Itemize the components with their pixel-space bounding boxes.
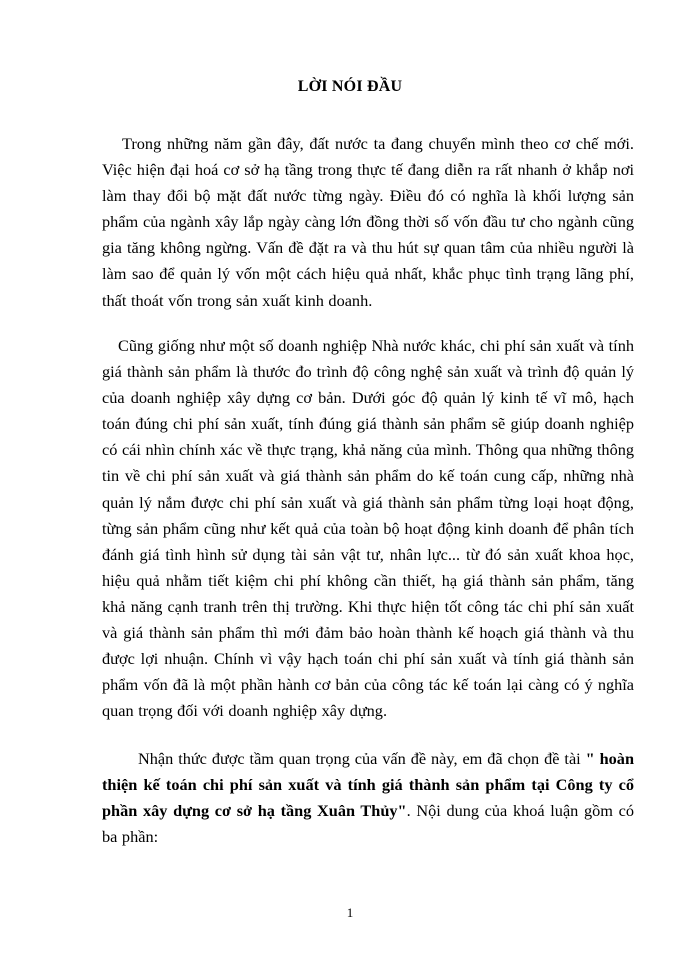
paragraph-3-intro: Nhận thức được tầm quan trọng của vấn đề này, em đã chọn đề tài xyxy=(138,749,581,768)
paragraph-2: Cũng giống như một số doanh nghiệp Nhà nước khác, chi phí sản xuất và tính giá thành sản phẩm là thước đo trình độ công nghệ sản xuất và trình độ quản lý của doanh nghiệp xây dựng cơ bản. Dưới góc độ quản lý kinh tế vĩ mô, hạch toán đúng chi phí sản xuất, tính đúng giá thành sản phẩm sẽ giúp doanh nghiệp có cái nhìn chính xác về thực trạng, khả năng của mình. Thông qua những thông tin về chi phí sản xuất và giá thành sản phẩm do kế toán cung cấp, những nhà quản lý nắm được chi phí sản xuất và giá thành sản phẩm từng loại hoạt động, từng sản phẩm cũng như kết quả của toàn bộ hoạt động kinh doanh để phân tích đánh giá tình hình sử dụng tài sản vật tư, nhân lực... từ đó sản xuất khoa học, hiệu quả nhằm tiết kiệm chi phí không cần thiết, hạ giá thành sản phẩm, tăng khả năng cạnh tranh trên thị trường. Khi thực hiện tốt công tác chi phí sản xuất và giá thành sản phẩm thì mới đảm bảo hoàn thành kế hoạch giá thành và thu được lợi nhuận. Chính vì vậy hạch toán chi phí sản xuất và tính giá thành sản phẩm vốn đã là một phần hành cơ bản của công tác kế toán lại càng có ý nghĩa quan trọng đối với doanh nghiệp xây dựng. xyxy=(102,336,634,721)
page-title: LỜI NÓI ĐẦU xyxy=(297,78,403,95)
thesis-topic: " hoàn thiện kế toán chi phí sản xuất và tính giá thành sản phẩm tại Công ty cổ phần xây dựng cơ sở hạ tầng Xuân Thủy" xyxy=(102,749,634,821)
paragraph-1: Trong những năm gần đây, đất nước ta đang chuyển mình theo cơ chế mới. Việc hiện đại hoá cơ sở hạ tầng trong thực tế đang diễn ra rất nhanh ở khắp nơi làm thay đổi bộ mặt đất nước từng ngày. Điều đó có nghĩa là khối lượng sản phẩm của ngành xây lắp ngày càng lớn đồng thời số vốn đầu tư cho ngành cũng gia tăng không ngừng. Vấn đề đặt ra và thu hút sự quan tâm của nhiều người là làm sao để quản lý vốn một cách hiệu quả nhất, khắc phục tình trạng lãng phí, thất thoát vốn trong sản xuất kinh doanh. xyxy=(102,134,634,310)
paragraph-3 xyxy=(102,746,634,850)
paragraph-3-outro: . Nội dung của khoá luận gồm có ba phần: xyxy=(102,801,634,847)
page-number: 1 xyxy=(346,905,354,920)
